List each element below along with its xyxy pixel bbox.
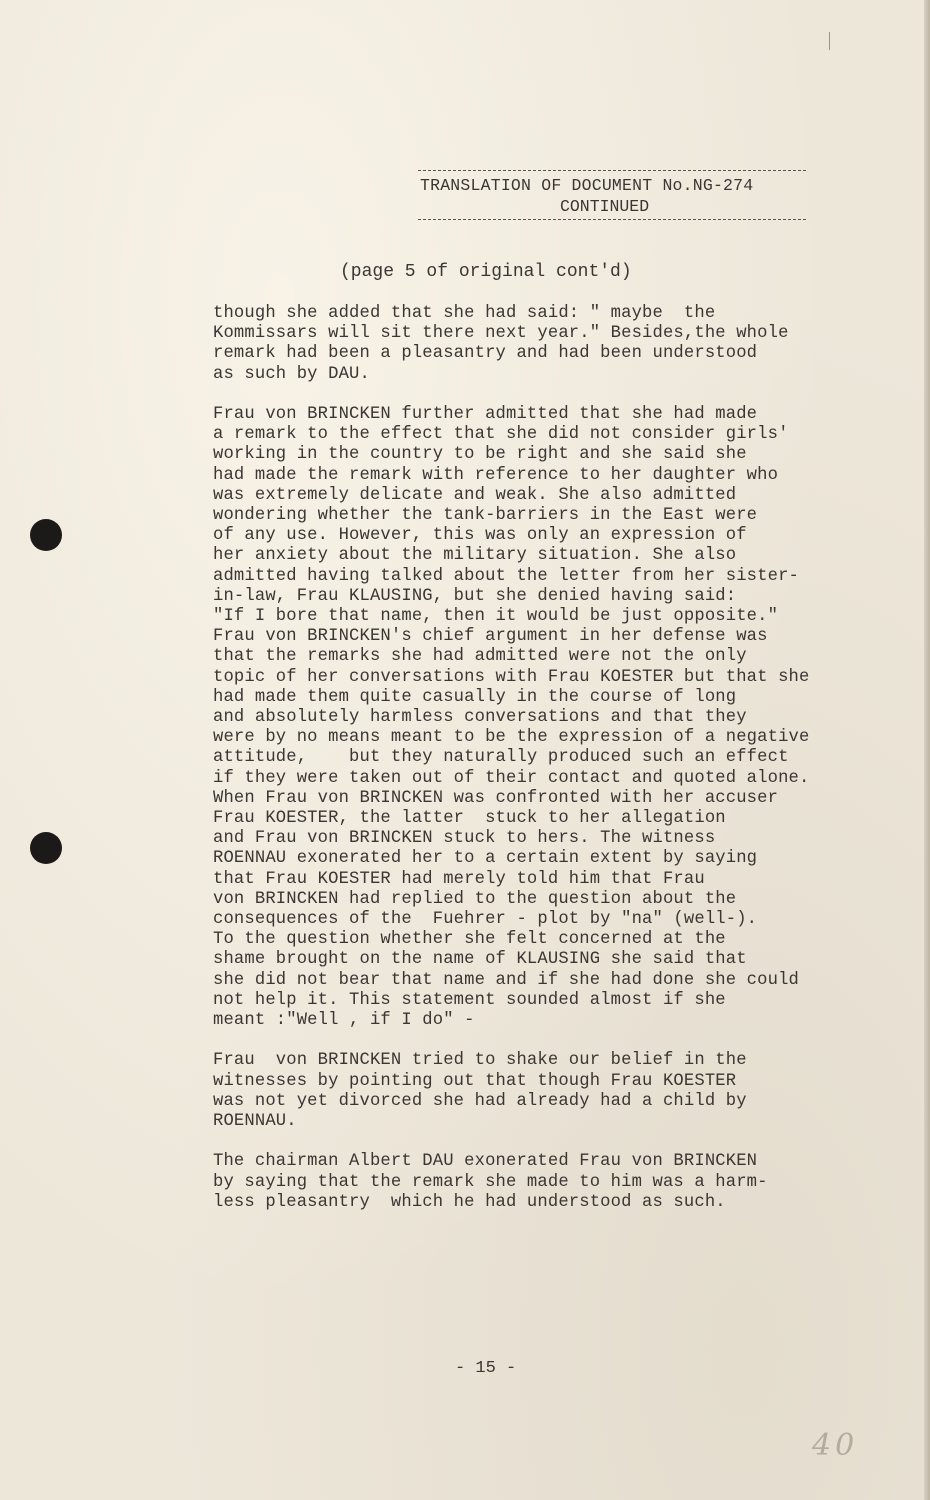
text-line: though she added that she had said: " maybe the	[213, 304, 716, 323]
header-top-rule	[418, 170, 806, 171]
text-line: was not yet divorced she had already had a child by	[213, 1091, 747, 1111]
text-line: Kommissars will sit there next year." Besides,the whole	[213, 324, 789, 344]
text-line: "If I bore that name, then it would be just opposite."	[213, 607, 779, 627]
punch-hole-icon	[30, 832, 62, 864]
text-line: working in the country to be right and she said she	[213, 445, 747, 465]
text-line: if they were taken out of their contact and quoted alone.	[213, 768, 810, 788]
text-line: topic of her conversations with Frau KOESTER but that she	[213, 667, 810, 687]
text-line: had made the remark with reference to her daughter who	[213, 465, 779, 485]
text-line: by saying that the remark she made to him was a harm-	[213, 1172, 768, 1192]
text-line: had made them quite casually in the course of long	[213, 687, 737, 707]
text-line: shame brought on the name of KLAUSING she said that	[213, 950, 747, 970]
header-bottom-rule	[418, 219, 806, 220]
text-line: not help it. This statement sounded almost if she	[213, 990, 726, 1010]
text-line: less pleasantry which he had understood as such.	[213, 1192, 726, 1212]
pencil-mark	[829, 32, 830, 50]
text-line: in-law, Frau KLAUSING, but she denied having said:	[213, 586, 737, 606]
text-line: von BRINCKEN had replied to the question about the	[213, 889, 737, 909]
header-subtitle: CONTINUED	[560, 197, 650, 216]
text-line: The chairman Albert DAU exonerated Frau von BRINCKEN	[213, 1152, 758, 1172]
text-line: her anxiety about the military situation. She also	[213, 546, 737, 566]
text-line: When Frau von BRINCKEN was confronted with her accuser	[213, 788, 779, 808]
header-title: TRANSLATION OF DOCUMENT No.NG-274	[420, 176, 754, 195]
paragraph	[213, 1152, 903, 1213]
page-number: - 15 -	[455, 1359, 517, 1378]
text-line: Frau von BRINCKEN's chief argument in her defense was	[213, 627, 768, 647]
paragraph	[213, 405, 903, 1031]
document-header	[418, 170, 808, 220]
body-text	[213, 304, 903, 1233]
text-line: Frau KOESTER, the latter stuck to her allegation	[213, 809, 726, 829]
text-line: and Frau von BRINCKEN stuck to hers. The witness	[213, 829, 716, 849]
handwritten-note: 40	[812, 1428, 859, 1463]
text-line: Frau von BRINCKEN tried to shake our belief in the	[213, 1051, 747, 1071]
text-line: that Frau KOESTER had merely told him that Frau	[213, 869, 705, 889]
text-line: Frau von BRINCKEN further admitted that she had made	[213, 405, 758, 424]
text-line: a remark to the effect that she did not consider girls'	[213, 425, 789, 445]
text-line: wondering whether the tank-barriers in the East were	[213, 506, 758, 526]
text-line: remark had been a pleasantry and had been understood	[213, 344, 758, 364]
text-line: meant :"Well , if I do" -	[213, 1011, 475, 1031]
text-line: ROENNAU.	[213, 1112, 297, 1132]
text-line: attitude, but they naturally produced such an effect	[213, 748, 789, 768]
text-line: as such by DAU.	[213, 364, 370, 384]
punch-hole-icon	[30, 519, 62, 551]
text-line: consequences of the Fuehrer - plot by "na" (well-).	[213, 910, 758, 930]
page-reference: (page 5 of original cont'd)	[340, 262, 632, 282]
text-line: and absolutely harmless conversations and that they	[213, 708, 747, 728]
paragraph	[213, 304, 903, 385]
text-line: ROENNAU exonerated her to a certain extent by saying	[213, 849, 758, 869]
text-line: was extremely delicate and weak. She also admitted	[213, 485, 737, 505]
page-edge	[924, 0, 930, 1500]
text-line: she did not bear that name and if she had done she could	[213, 970, 799, 990]
text-line: that the remarks she had admitted were not the only	[213, 647, 747, 667]
text-line: admitted having talked about the letter from her sister-	[213, 566, 799, 586]
text-line: witnesses by pointing out that though Frau KOESTER	[213, 1071, 737, 1091]
text-line: of any use. However, this was only an expression of	[213, 526, 747, 546]
text-line: To the question whether she felt concerned at the	[213, 930, 726, 950]
paragraph	[213, 1051, 903, 1132]
text-line: were by no means meant to be the expression of a negative	[213, 728, 810, 748]
